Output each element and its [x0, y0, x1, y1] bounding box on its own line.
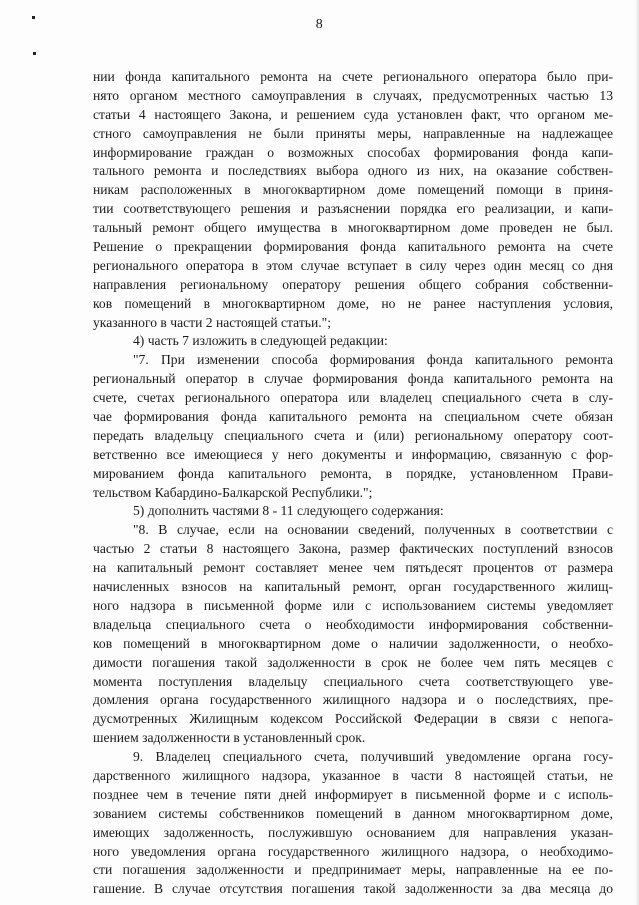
- text-line: шением задолженности в установленный срок.: [93, 730, 366, 746]
- text-line: нии фонда капитального ремонта на счете регионального оператора было при-: [93, 69, 613, 84]
- text-line: региональный оператор в случае формирования фонда капитального ремонта на: [93, 371, 613, 387]
- text-line: тии соответствующего решения и разъяснении порядка его реализации, и капи-: [93, 201, 613, 217]
- text-line: "8. В случае, если на основании сведений, полученных в соответствии с: [133, 522, 613, 538]
- text-line: на капитальный ремонт составляет менее чем пятьдесят процентов от размера: [93, 560, 613, 576]
- body-text: [93, 68, 613, 899]
- text-line: информирование граждан о возможных способах формирования фонда капи-: [93, 144, 613, 160]
- text-line: 4) часть 7 изложить в следующей редакции:: [133, 333, 388, 349]
- text-line: регионального оператора в этом случае вступает в силу через один месяц со дня: [93, 257, 613, 273]
- text-line: момента поступления владельцу специального счета соответствующего уве-: [93, 673, 613, 689]
- text-line: позднее чем в течение пяти дней информирует в письменной форме и с исполь-: [93, 786, 613, 802]
- text-line: ного уведомления органа государственного жилищного надзора, о необходимо-: [93, 843, 613, 859]
- text-line: Решение о прекращении формирования фонда капитального ремонта на счете: [93, 239, 613, 255]
- text-line: "7. При изменении способа формирования фонда капитального ремонта: [133, 352, 613, 368]
- text-line: ветственно все имеющиеся у него документы и информацию, связанную с фор-: [93, 446, 613, 462]
- scan-dot-mark: [33, 52, 36, 55]
- text-line: дарственного жилищного надзора, указанное в части 8 настоящей статьи, не: [93, 767, 613, 783]
- text-line: нято органом местного самоуправления в случаях, предусмотренных частью 13: [93, 87, 613, 103]
- text-line: ков помещений в многоквартирном доме о наличии задолженности, о необхо-: [93, 635, 613, 651]
- text-line: димости погашения такой задолженности в срок не более чем пять месяцев с: [93, 654, 613, 670]
- text-line: передать владельцу специального счета и (или) региональному оператору соот-: [93, 427, 613, 443]
- text-line: сти погашения задолженности и предпринимает меры, направленные на ее по-: [93, 862, 613, 878]
- text-line: имеющих задолженность, послужившую основанием для направления указан-: [93, 824, 613, 840]
- text-line: владельца специального счета о необходимости информирования собственни-: [93, 616, 613, 632]
- text-line: ков помещений в многоквартирном доме, но не ранее наступления условия,: [93, 295, 613, 311]
- text-line: стного самоуправления не были приняты меры, направленные на надлежащее: [93, 125, 613, 141]
- text-line: домления органа государственного жилищного надзора и о последствиях, пре-: [93, 692, 613, 708]
- text-line: чае формирования фонда капитального ремонта на специальном счете обязан: [93, 409, 613, 425]
- text-line: начисленных взносов на капитальный ремонт, орган государственного жилищ-: [93, 579, 613, 595]
- text-line: никам расположенных в многоквартирном доме помещений помощи в приня-: [93, 182, 613, 198]
- text-line: счете, счетах регионального оператора или владелец специального счета в слу-: [93, 390, 613, 406]
- text-line: тельством Кабардино-Балкарской Республики.";: [93, 484, 373, 500]
- text-line: ного надзора в письменной форме или с использованием системы уведомляет: [93, 597, 613, 613]
- text-line: частью 2 статьи 8 настоящего Закона, размер фактических поступлений взносов: [93, 541, 613, 557]
- text-line: гашение. В случае отсутствия погашения такой задолженности за два месяца до: [93, 881, 613, 897]
- text-line: 5) дополнить частями 8 - 11 следующего содержания:: [133, 503, 444, 519]
- text-line: статьи 4 настоящего Закона, и решением суда установлен факт, что органом ме-: [93, 106, 613, 122]
- page-number: 8: [315, 17, 324, 32]
- text-line: тального ремонта и последствиях выбора одного из них, на оказание собствен-: [93, 163, 613, 179]
- text-line: зованием системы собственников помещений в данном многоквартирном доме,: [93, 805, 613, 821]
- text-line: мированием фонда капитального ремонта, в порядке, установленном Прави-: [93, 465, 613, 481]
- text-line: дусмотренных Жилищным кодексом Российской Федерации в связи с непога-: [93, 711, 613, 727]
- text-line: направления региональному оператору решения общего собрания собственни-: [93, 276, 613, 292]
- text-line: указанного в части 2 настоящей статьи.";: [93, 314, 331, 330]
- text-line: 9. Владелец специального счета, получивший уведомление органа госу-: [133, 749, 613, 765]
- text-line: тальный ремонт общего имущества в многоквартирном доме проведен не был.: [93, 220, 613, 236]
